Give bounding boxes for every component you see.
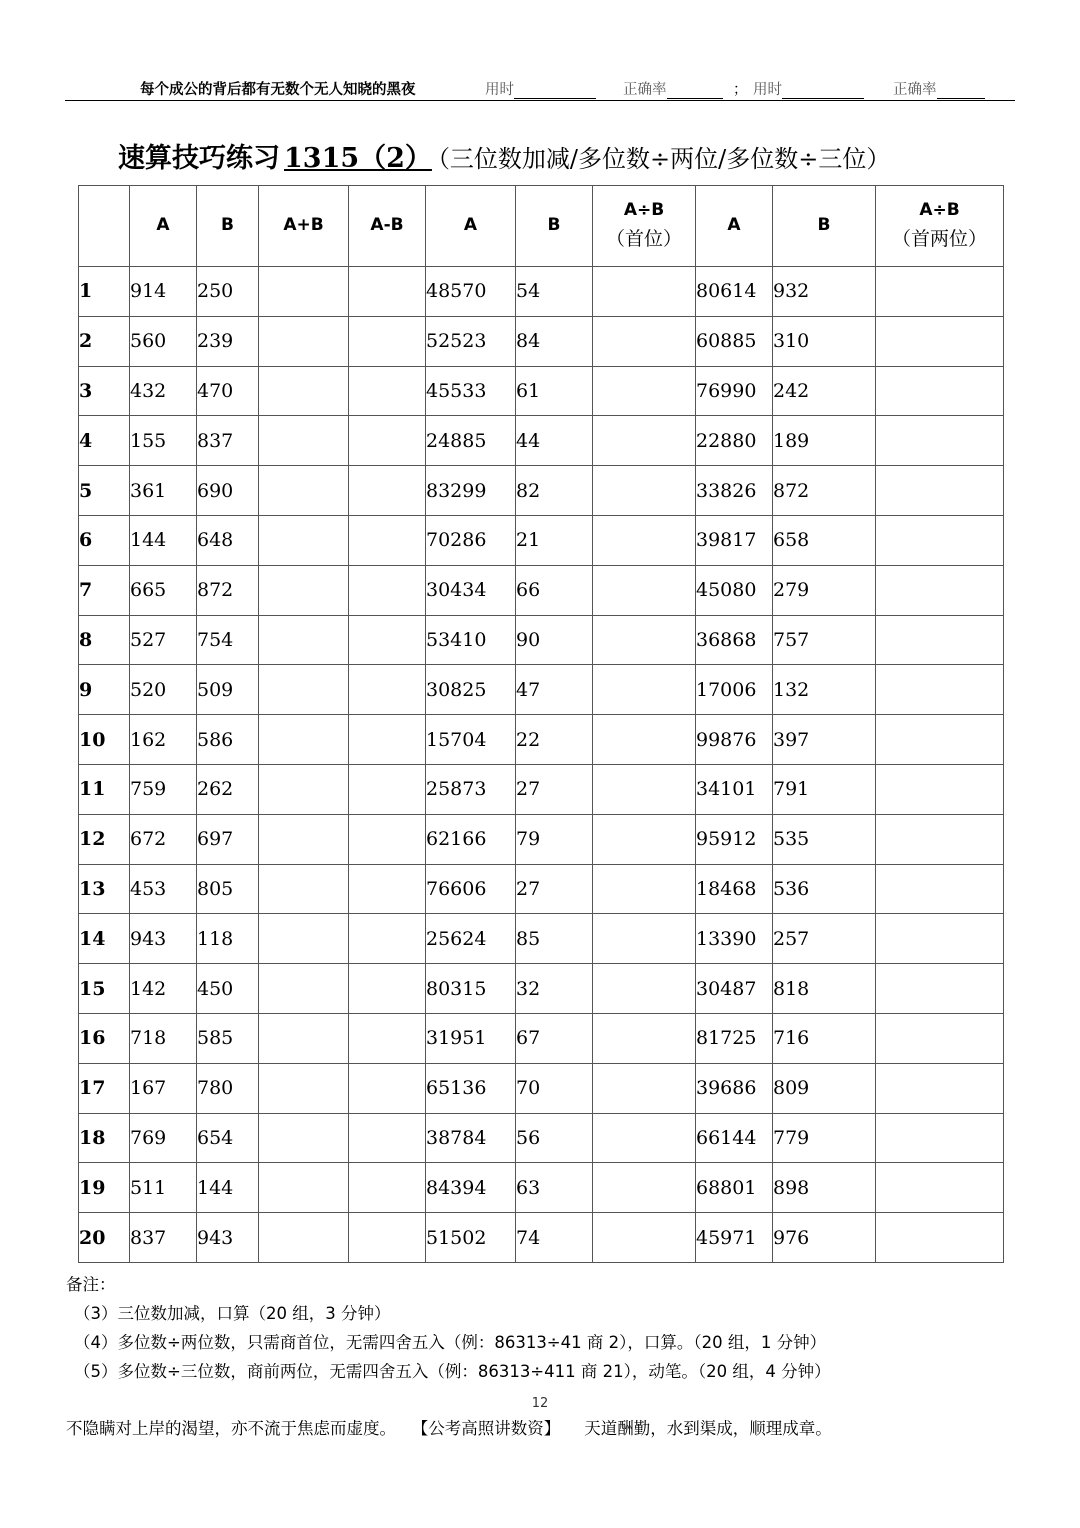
cell-a-3digit: 453 (130, 864, 197, 914)
answer-div-two-cell[interactable] (876, 267, 1004, 317)
cell-b-3digit-divisor: 976 (773, 1213, 876, 1263)
answer-diff-cell[interactable] (349, 914, 426, 964)
cell-b-2digit-divisor: 90 (516, 615, 593, 665)
row-index: 20 (79, 1213, 130, 1263)
header-diff: A-B (349, 186, 426, 267)
answer-diff-cell[interactable] (349, 1213, 426, 1263)
cell-a-dividend-2: 99876 (696, 715, 773, 765)
cell-b-3digit: 754 (197, 615, 259, 665)
title-main: 速算技巧练习 (118, 143, 280, 174)
accuracy-field-2[interactable] (893, 78, 985, 99)
cell-a-dividend-2: 33826 (696, 466, 773, 516)
cell-b-2digit-divisor: 63 (516, 1163, 593, 1213)
cell-b-3digit: 805 (197, 864, 259, 914)
row-index: 4 (79, 416, 130, 466)
row-index: 10 (79, 715, 130, 765)
accuracy-label-2: 正确率 (893, 82, 937, 98)
cell-b-3digit: 239 (197, 316, 259, 366)
answer-div-first-cell[interactable] (593, 964, 696, 1014)
answer-sum-cell[interactable] (259, 864, 349, 914)
answer-diff-cell[interactable] (349, 1163, 426, 1213)
answer-div-two-cell[interactable] (876, 615, 1004, 665)
cell-b-3digit: 262 (197, 764, 259, 814)
cell-a-dividend-2: 36868 (696, 615, 773, 665)
table-row (79, 515, 1004, 565)
answer-div-two-cell[interactable] (876, 1113, 1004, 1163)
time-label-2: 用时 (753, 82, 782, 98)
cell-b-3digit-divisor: 189 (773, 416, 876, 466)
cell-a-3digit: 560 (130, 316, 197, 366)
cell-b-3digit: 690 (197, 466, 259, 516)
table-row (79, 416, 1004, 466)
row-index: 19 (79, 1163, 130, 1213)
cell-b-3digit-divisor: 132 (773, 665, 876, 715)
header-sum: A+B (259, 186, 349, 267)
cell-a-dividend: 62166 (426, 814, 516, 864)
cell-a-dividend-2: 45971 (696, 1213, 773, 1263)
cell-b-3digit-divisor: 779 (773, 1113, 876, 1163)
table-row (79, 316, 1004, 366)
time-blank-2[interactable] (782, 84, 864, 99)
cell-b-2digit-divisor: 61 (516, 366, 593, 416)
row-index: 17 (79, 1063, 130, 1113)
cell-a-dividend-2: 80614 (696, 267, 773, 317)
answer-sum-cell[interactable] (259, 1113, 349, 1163)
cell-a-3digit: 520 (130, 665, 197, 715)
cell-b-3digit-divisor: 809 (773, 1063, 876, 1113)
row-index: 18 (79, 1113, 130, 1163)
table-row (79, 964, 1004, 1014)
cell-b-3digit-divisor: 872 (773, 466, 876, 516)
row-index: 12 (79, 814, 130, 864)
cell-b-2digit-divisor: 32 (516, 964, 593, 1014)
time-field-2[interactable] (753, 78, 864, 99)
cell-b-2digit-divisor: 27 (516, 864, 593, 914)
note-line: （5）多位数÷三位数，商前两位，无需四舍五入（例：86313÷411 商 21），动笔。（20 组，4 分钟） (74, 1362, 831, 1381)
answer-sum-cell[interactable] (259, 466, 349, 516)
notes-section (66, 1270, 831, 1386)
cell-b-2digit-divisor: 44 (516, 416, 593, 466)
row-index: 7 (79, 565, 130, 615)
answer-diff-cell[interactable] (349, 764, 426, 814)
answer-div-two-cell[interactable] (876, 515, 1004, 565)
title-subtitle: （三位数加减/多位数÷两位/多位数÷三位） (437, 145, 891, 173)
row-index: 6 (79, 515, 130, 565)
answer-div-first-cell[interactable] (593, 515, 696, 565)
answer-div-two-cell[interactable] (876, 964, 1004, 1014)
cell-b-3digit-divisor: 257 (773, 914, 876, 964)
cell-b-2digit-divisor: 70 (516, 1063, 593, 1113)
table-row (79, 1113, 1004, 1163)
cell-a-3digit: 162 (130, 715, 197, 765)
answer-sum-cell[interactable] (259, 1013, 349, 1063)
cell-b-3digit-divisor: 310 (773, 316, 876, 366)
page-number: 12 (531, 1396, 549, 1411)
header-a3: A (696, 186, 773, 267)
answer-div-two-cell[interactable] (876, 1163, 1004, 1213)
table-row (79, 565, 1004, 615)
answer-div-two-cell[interactable] (876, 764, 1004, 814)
accuracy-blank-2[interactable] (937, 84, 985, 99)
cell-b-2digit-divisor: 47 (516, 665, 593, 715)
table-row (79, 366, 1004, 416)
cell-a-dividend: 25873 (426, 764, 516, 814)
cell-a-dividend: 30825 (426, 665, 516, 715)
answer-sum-cell[interactable] (259, 267, 349, 317)
cell-a-dividend-2: 95912 (696, 814, 773, 864)
cell-b-3digit-divisor: 279 (773, 565, 876, 615)
answer-diff-cell[interactable] (349, 316, 426, 366)
cell-a-dividend: 70286 (426, 515, 516, 565)
table-row (79, 615, 1004, 665)
cell-a-3digit: 167 (130, 1063, 197, 1113)
answer-div-two-cell[interactable] (876, 565, 1004, 615)
answer-sum-cell[interactable] (259, 366, 349, 416)
cell-a-dividend: 45533 (426, 366, 516, 416)
answer-sum-cell[interactable] (259, 764, 349, 814)
answer-sum-cell[interactable] (259, 1063, 349, 1113)
answer-div-first-cell[interactable] (593, 267, 696, 317)
answer-div-two-cell[interactable] (876, 1063, 1004, 1113)
answer-sum-cell[interactable] (259, 814, 349, 864)
cell-b-3digit-divisor: 818 (773, 964, 876, 1014)
title-code: 1315（2） (284, 143, 432, 174)
cell-b-3digit-divisor: 757 (773, 615, 876, 665)
answer-diff-cell[interactable] (349, 1113, 426, 1163)
table-row (79, 764, 1004, 814)
page-title (118, 136, 890, 175)
page-footer (66, 1415, 856, 1439)
cell-a-3digit: 769 (130, 1113, 197, 1163)
row-index: 5 (79, 466, 130, 516)
answer-div-two-cell[interactable] (876, 1013, 1004, 1063)
table-row (79, 1063, 1004, 1113)
answer-sum-cell[interactable] (259, 515, 349, 565)
answer-div-first-cell[interactable] (593, 864, 696, 914)
answer-div-two-cell[interactable] (876, 316, 1004, 366)
cell-a-3digit: 361 (130, 466, 197, 516)
answer-sum-cell[interactable] (259, 914, 349, 964)
cell-a-dividend: 30434 (426, 565, 516, 615)
cell-b-2digit-divisor: 84 (516, 316, 593, 366)
answer-div-first-cell[interactable] (593, 316, 696, 366)
cell-a-dividend: 51502 (426, 1213, 516, 1263)
cell-b-3digit: 450 (197, 964, 259, 1014)
cell-b-2digit-divisor: 82 (516, 466, 593, 516)
page-header (65, 78, 1015, 101)
cell-a-3digit: 718 (130, 1013, 197, 1063)
answer-sum-cell[interactable] (259, 565, 349, 615)
note-line: （3）三位数加减，口算（20 组，3 分钟） (74, 1304, 391, 1323)
cell-a-dividend-2: 17006 (696, 665, 773, 715)
cell-a-dividend: 53410 (426, 615, 516, 665)
footer-brand: 【公考高照讲数资】 (420, 1419, 561, 1438)
cell-a-dividend: 52523 (426, 316, 516, 366)
header-b2: B (516, 186, 593, 267)
header-div-two-label: A÷B (919, 200, 960, 221)
table-row (79, 715, 1004, 765)
cell-a-dividend-2: 68801 (696, 1163, 773, 1213)
row-index: 9 (79, 665, 130, 715)
row-index: 8 (79, 615, 130, 665)
answer-diff-cell[interactable] (349, 366, 426, 416)
answer-sum-cell[interactable] (259, 1213, 349, 1263)
table-row (79, 466, 1004, 516)
table-row (79, 665, 1004, 715)
cell-a-dividend-2: 34101 (696, 764, 773, 814)
cell-a-dividend: 83299 (426, 466, 516, 516)
answer-div-first-cell[interactable] (593, 764, 696, 814)
cell-a-3digit: 511 (130, 1163, 197, 1213)
cell-b-3digit: 648 (197, 515, 259, 565)
table-row (79, 814, 1004, 864)
cell-b-3digit: 470 (197, 366, 259, 416)
accuracy-blank-1[interactable] (667, 84, 723, 99)
cell-a-dividend: 48570 (426, 267, 516, 317)
row-index: 14 (79, 914, 130, 964)
answer-diff-cell[interactable] (349, 615, 426, 665)
cell-a-3digit: 432 (130, 366, 197, 416)
answer-diff-cell[interactable] (349, 964, 426, 1014)
row-index: 16 (79, 1013, 130, 1063)
header-a1: A (130, 186, 197, 267)
cell-b-3digit: 872 (197, 565, 259, 615)
row-index: 15 (79, 964, 130, 1014)
cell-a-dividend-2: 66144 (696, 1113, 773, 1163)
cell-b-3digit-divisor: 898 (773, 1163, 876, 1213)
cell-b-3digit: 250 (197, 267, 259, 317)
answer-div-two-cell[interactable] (876, 416, 1004, 466)
answer-div-first-cell[interactable] (593, 665, 696, 715)
header-a2: A (426, 186, 516, 267)
cell-b-3digit-divisor: 242 (773, 366, 876, 416)
note-line: （4）多位数÷两位数，只需商首位，无需四舍五入（例：86313÷41 商 2），口算。（20 组，1 分钟） (74, 1333, 827, 1352)
answer-div-two-cell[interactable] (876, 466, 1004, 516)
row-index: 3 (79, 366, 130, 416)
header-index (79, 186, 130, 267)
cell-a-3digit: 155 (130, 416, 197, 466)
time-label-1: 用时 (485, 82, 514, 98)
answer-div-two-cell[interactable] (876, 864, 1004, 914)
cell-a-3digit: 759 (130, 764, 197, 814)
cell-a-dividend-2: 45080 (696, 565, 773, 615)
table-row (79, 1213, 1004, 1263)
cell-a-3digit: 672 (130, 814, 197, 864)
answer-diff-cell[interactable] (349, 416, 426, 466)
cell-b-2digit-divisor: 85 (516, 914, 593, 964)
answer-diff-cell[interactable] (349, 515, 426, 565)
cell-b-3digit: 509 (197, 665, 259, 715)
table-row (79, 1013, 1004, 1063)
cell-b-3digit: 585 (197, 1013, 259, 1063)
cell-a-dividend-2: 39817 (696, 515, 773, 565)
cell-a-dividend-2: 39686 (696, 1063, 773, 1113)
cell-a-dividend: 31951 (426, 1013, 516, 1063)
cell-a-3digit: 142 (130, 964, 197, 1014)
answer-diff-cell[interactable] (349, 665, 426, 715)
answer-diff-cell[interactable] (349, 814, 426, 864)
cell-a-dividend-2: 76990 (696, 366, 773, 416)
cell-b-3digit: 943 (197, 1213, 259, 1263)
answer-div-first-cell[interactable] (593, 1013, 696, 1063)
answer-div-first-cell[interactable] (593, 565, 696, 615)
answer-div-two-cell[interactable] (876, 814, 1004, 864)
cell-b-2digit-divisor: 66 (516, 565, 593, 615)
cell-b-2digit-divisor: 74 (516, 1213, 593, 1263)
cell-b-3digit-divisor: 397 (773, 715, 876, 765)
answer-diff-cell[interactable] (349, 565, 426, 615)
row-index: 2 (79, 316, 130, 366)
answer-div-first-cell[interactable] (593, 466, 696, 516)
answer-sum-cell[interactable] (259, 715, 349, 765)
accuracy-label-1: 正确率 (623, 82, 667, 98)
row-index: 11 (79, 764, 130, 814)
exercise-table (78, 185, 1004, 1263)
cell-a-dividend-2: 13390 (696, 914, 773, 964)
cell-a-dividend: 76606 (426, 864, 516, 914)
table-row (79, 1163, 1004, 1213)
cell-b-3digit-divisor: 791 (773, 764, 876, 814)
cell-a-dividend: 15704 (426, 715, 516, 765)
answer-div-first-cell[interactable] (593, 1213, 696, 1263)
cell-b-2digit-divisor: 79 (516, 814, 593, 864)
cell-a-3digit: 914 (130, 267, 197, 317)
header-motto: 每个成公的背后都有无数个无人知晓的黑夜 (140, 82, 416, 98)
cell-a-dividend: 24885 (426, 416, 516, 466)
header-b1: B (197, 186, 259, 267)
header-div-two-sub: （首两位） (891, 228, 987, 251)
answer-sum-cell[interactable] (259, 964, 349, 1014)
cell-a-3digit: 144 (130, 515, 197, 565)
cell-b-3digit: 697 (197, 814, 259, 864)
answer-div-first-cell[interactable] (593, 1113, 696, 1163)
answer-div-two-cell[interactable] (876, 1213, 1004, 1263)
footer-left: 不隐瞒对上岸的渴望，亦不流于焦虑而虚度。 (66, 1419, 396, 1438)
cell-a-dividend: 84394 (426, 1163, 516, 1213)
answer-div-first-cell[interactable] (593, 1163, 696, 1213)
row-index: 13 (79, 864, 130, 914)
answer-div-first-cell[interactable] (593, 615, 696, 665)
cell-b-3digit-divisor: 535 (773, 814, 876, 864)
cell-a-dividend-2: 30487 (696, 964, 773, 1014)
answer-div-first-cell[interactable] (593, 914, 696, 964)
header-div-first (593, 186, 696, 267)
answer-sum-cell[interactable] (259, 416, 349, 466)
answer-sum-cell[interactable] (259, 615, 349, 665)
answer-sum-cell[interactable] (259, 316, 349, 366)
cell-b-2digit-divisor: 27 (516, 764, 593, 814)
cell-b-2digit-divisor: 67 (516, 1013, 593, 1063)
cell-b-3digit-divisor: 536 (773, 864, 876, 914)
table-row (79, 267, 1004, 317)
answer-diff-cell[interactable] (349, 715, 426, 765)
cell-b-3digit-divisor: 716 (773, 1013, 876, 1063)
cell-a-dividend-2: 60885 (696, 316, 773, 366)
cell-b-3digit: 586 (197, 715, 259, 765)
header-separator: ； (733, 82, 748, 98)
cell-a-3digit: 527 (130, 615, 197, 665)
header-div-first-label: A÷B (623, 200, 665, 221)
cell-a-dividend-2: 81725 (696, 1013, 773, 1063)
cell-a-dividend: 65136 (426, 1063, 516, 1113)
cell-b-3digit-divisor: 658 (773, 515, 876, 565)
cell-b-2digit-divisor: 54 (516, 267, 593, 317)
answer-div-two-cell[interactable] (876, 665, 1004, 715)
cell-a-3digit: 837 (130, 1213, 197, 1263)
cell-b-2digit-divisor: 21 (516, 515, 593, 565)
cell-b-3digit: 780 (197, 1063, 259, 1113)
answer-div-two-cell[interactable] (876, 366, 1004, 416)
cell-b-2digit-divisor: 22 (516, 715, 593, 765)
cell-b-3digit: 837 (197, 416, 259, 466)
cell-a-3digit: 943 (130, 914, 197, 964)
answer-div-first-cell[interactable] (593, 366, 696, 416)
answer-div-first-cell[interactable] (593, 1063, 696, 1113)
header-b3: B (773, 186, 876, 267)
answer-div-first-cell[interactable] (593, 715, 696, 765)
answer-diff-cell[interactable] (349, 466, 426, 516)
cell-b-3digit: 654 (197, 1113, 259, 1163)
answer-sum-cell[interactable] (259, 1163, 349, 1213)
time-blank-1[interactable] (514, 84, 596, 99)
answer-sum-cell[interactable] (259, 665, 349, 715)
cell-a-dividend: 80315 (426, 964, 516, 1014)
table-row (79, 914, 1004, 964)
cell-b-3digit-divisor: 932 (773, 267, 876, 317)
footer-right: 天道酬勤，水到渠成，顺理成章。 (584, 1419, 832, 1438)
cell-a-dividend: 38784 (426, 1113, 516, 1163)
answer-div-first-cell[interactable] (593, 416, 696, 466)
row-index: 1 (79, 267, 130, 317)
answer-diff-cell[interactable] (349, 864, 426, 914)
table-row (79, 864, 1004, 914)
notes-heading: 备注： (66, 1275, 116, 1294)
time-field-1[interactable] (485, 78, 596, 99)
cell-a-dividend-2: 22880 (696, 416, 773, 466)
cell-a-dividend-2: 18468 (696, 864, 773, 914)
accuracy-field-1[interactable] (623, 78, 723, 99)
answer-diff-cell[interactable] (349, 1063, 426, 1113)
answer-diff-cell[interactable] (349, 1013, 426, 1063)
header-row (79, 186, 1004, 267)
cell-b-3digit: 144 (197, 1163, 259, 1213)
cell-b-2digit-divisor: 56 (516, 1113, 593, 1163)
cell-a-3digit: 665 (130, 565, 197, 615)
answer-diff-cell[interactable] (349, 267, 426, 317)
answer-div-first-cell[interactable] (593, 814, 696, 864)
answer-div-two-cell[interactable] (876, 914, 1004, 964)
answer-div-two-cell[interactable] (876, 715, 1004, 765)
header-div-first-sub: （首位） (605, 228, 682, 251)
header-div-two (876, 186, 1004, 267)
cell-b-3digit: 118 (197, 914, 259, 964)
cell-a-dividend: 25624 (426, 914, 516, 964)
